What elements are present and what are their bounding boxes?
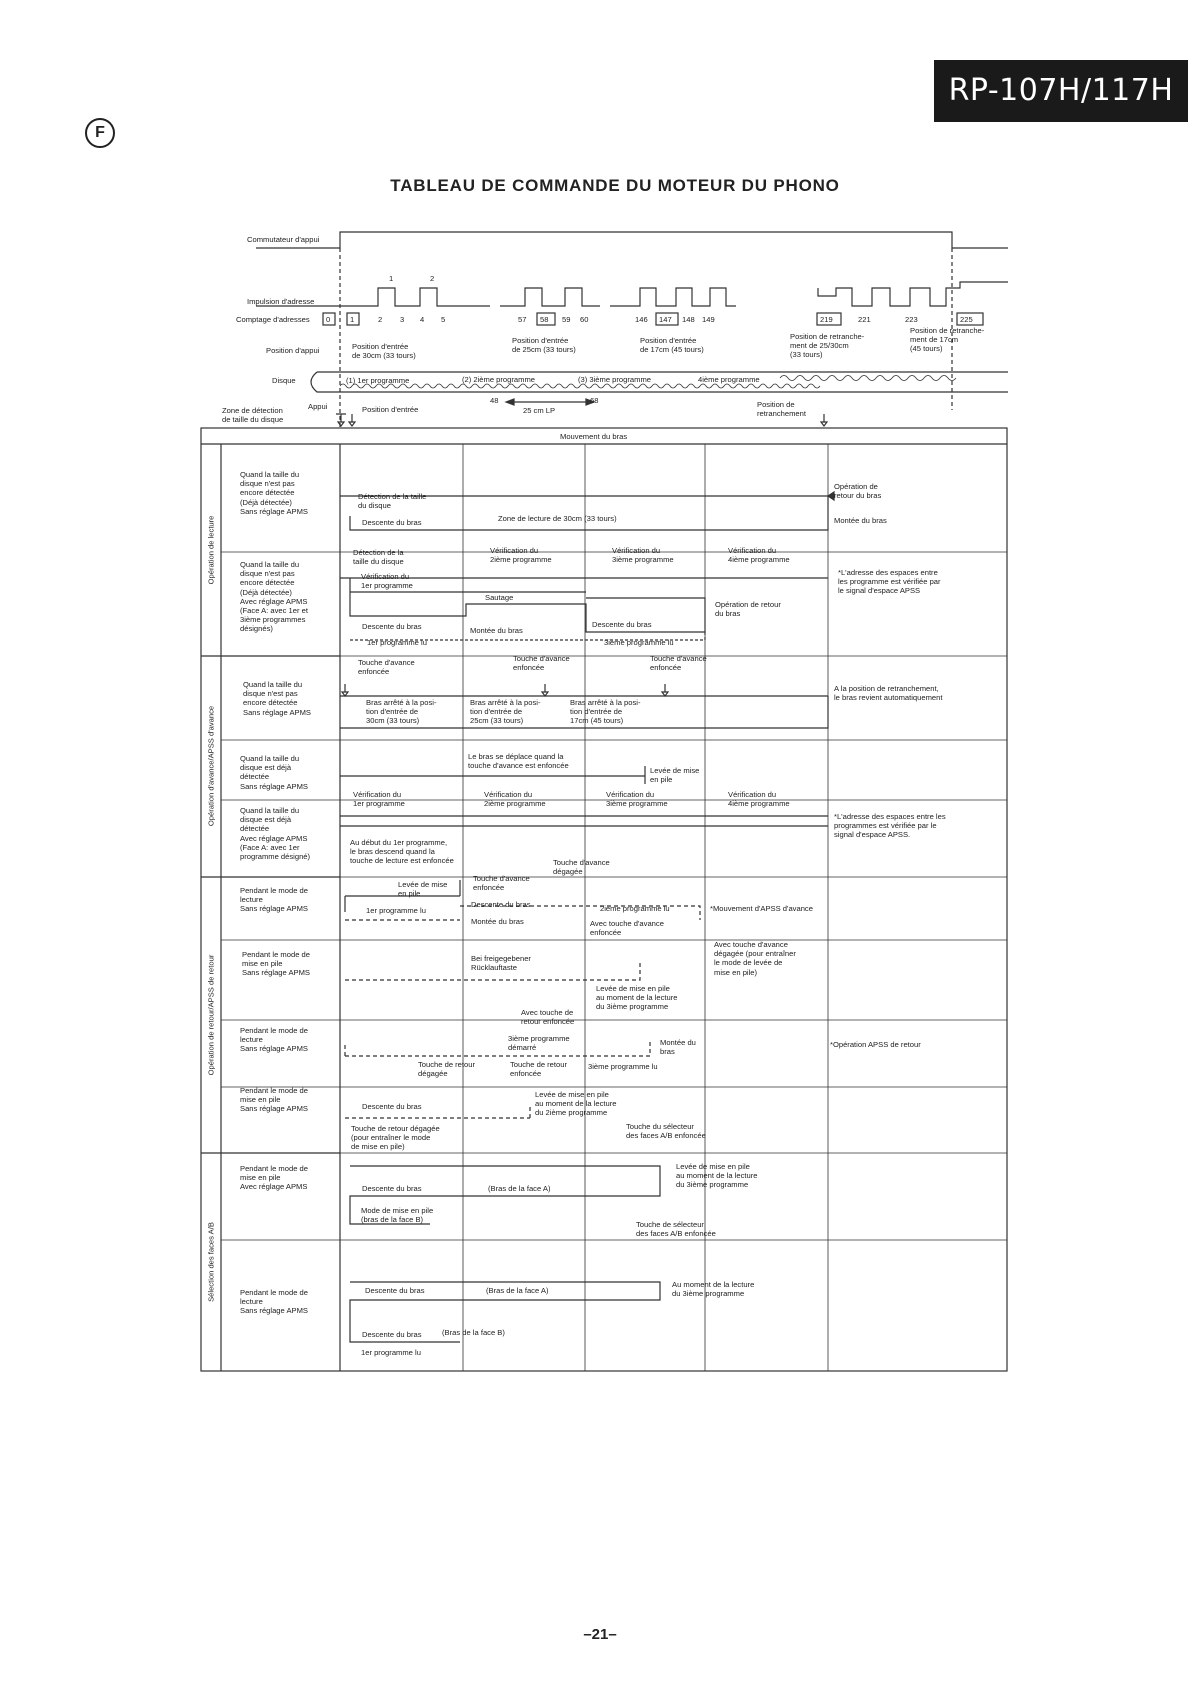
note: Levée de mise en pile au moment de la lecture du 3ième programme [596, 984, 678, 1012]
note: 3ième programme lu [588, 1062, 658, 1071]
note: Opération de retour du bras [834, 482, 882, 501]
entry-position-label: Position d'entrée [362, 405, 419, 414]
page-number: –21– [583, 1626, 617, 1643]
r5-arm-path [340, 816, 828, 826]
position-label: Position d'appui [266, 346, 320, 355]
note: Vérification du 4ième programme [728, 790, 790, 809]
row-label: Quand la taille du disque n'est pas encore détectée (Déjà détectée) Sans réglage APMS [240, 470, 308, 516]
pulse-label: Impulsion d'adresse [247, 297, 315, 306]
note: Touche d'avance enfoncée [650, 654, 707, 673]
note: Montée du bras [660, 1038, 696, 1057]
cut-arrow [821, 414, 827, 426]
note: *Mouvement d'APSS d'avance [710, 904, 813, 913]
disc-groove [340, 384, 820, 388]
note: (Bras de la face A) [486, 1286, 549, 1295]
row-label: Quand la taille du disque n'est pas encore détectée Sans réglage APMS [243, 680, 311, 717]
note: Vérification du 3ième programme [606, 790, 668, 809]
row-label: Quand la taille du disque est déjà détectée Avec réglage APMS (Face A: avec 1er programme désigné) [240, 806, 311, 862]
note: Mode de mise en pile (bras de la face B) [361, 1206, 434, 1225]
count-value: 149 [702, 315, 715, 324]
note: Touche de sélecteur des faces A/B enfoncée [636, 1220, 716, 1239]
document-title: TABLEAU DE COMMANDE DU MOTEUR DU PHONO [390, 176, 840, 195]
note: Bras arrêté à la posi- tion d'entrée de 30cm (33 tours) [366, 698, 437, 726]
r3-press-arrows [342, 684, 668, 696]
note: (Bras de la face A) [488, 1184, 551, 1193]
lp-end: 68 [590, 396, 599, 405]
position-25cm: Position d'entrée de 25cm (33 tours) [512, 336, 576, 355]
note: *L'adresse des espaces entre les programmes est vérifiée par le signal d'espace APSS. [834, 812, 946, 840]
row-label: Pendant le mode de lecture Sans réglage APMS [240, 1288, 308, 1316]
row-label: Pendant le mode de lecture Sans réglage APMS [240, 886, 308, 914]
note: Levée de mise en pile au moment de la lecture du 3ième programme [676, 1162, 758, 1190]
note: Montée du bras [834, 516, 887, 525]
row-dividers [221, 552, 1007, 1240]
appui-arrows [336, 414, 355, 426]
note: Descente du bras [362, 1102, 422, 1111]
note: Vérification du 1er programme [361, 572, 413, 591]
note: Vérification du 1er programme [353, 790, 405, 809]
appui-label: Appui [308, 402, 328, 411]
cut-position-25-30cm: Position de retranche- ment de 25/30cm (33 tours) [790, 332, 865, 360]
note: *L'adresse des espaces entre les programme est vérifiée par le signal d'espace APSS [838, 568, 941, 596]
section-face-select: Sélection des faces A/B [206, 1222, 216, 1302]
note: Vérification du 3ième programme [612, 546, 674, 565]
note: Touche d'avance enfoncée [358, 658, 415, 677]
count-value: 1 [350, 315, 355, 324]
count-value: 0 [326, 315, 331, 324]
note: Opération de retour du bras [715, 600, 781, 619]
table-header: Mouvement du bras [560, 432, 628, 441]
count-value: 219 [820, 315, 833, 324]
count-value: 5 [441, 315, 446, 324]
note: Touche de retour enfoncée [510, 1060, 567, 1079]
pulse-number: 2 [430, 274, 435, 283]
count-value: 221 [858, 315, 871, 324]
count-value: 58 [540, 315, 549, 324]
section-forward: Opération d'avance/APSS d'avance [206, 705, 216, 827]
count-value: 57 [518, 315, 527, 324]
programme-1: (1) 1er programme [346, 376, 410, 385]
note: Sautage [485, 593, 514, 602]
language-mark: F [85, 118, 115, 148]
programme-2: (2) 2ième programme [462, 375, 536, 384]
count-value: 225 [960, 315, 973, 324]
note: Touche de retour dégagée [418, 1060, 475, 1079]
count-value: 60 [580, 315, 589, 324]
count-value: 148 [682, 315, 695, 324]
disc-label: Disque [272, 376, 296, 385]
address-pulse-signal [256, 282, 1008, 306]
note: Touche d'avance dégagée [553, 858, 610, 877]
lp-label: 25 cm LP [523, 406, 556, 415]
row-label: Pendant le mode de mise en pile Sans réglage APMS [242, 950, 310, 978]
count-value: 3 [400, 315, 405, 324]
programme-4: 4ième programme [698, 375, 760, 384]
note: Bras arrêté à la posi- tion d'entrée de 17cm (45 tours) [570, 698, 641, 726]
note: Avec touche d'avance dégagée (pour entraîner le mode de levée de mise en pile) [714, 940, 796, 977]
note: A la position de retranchement, le bras revient automatiquement [834, 684, 943, 703]
count-value: 223 [905, 315, 918, 324]
note: Descente du bras [362, 518, 422, 527]
count-value: 2 [378, 315, 383, 324]
note: (Bras de la face B) [442, 1328, 505, 1337]
programme-3: (3) 3ième programme [578, 375, 652, 384]
r8-dashed-path [345, 1040, 650, 1056]
note: Touche de retour dégagée (pour entraîner le mode de mise en pile) [351, 1124, 440, 1152]
note: Le bras se déplace quand la touche d'avance est enfoncée [468, 752, 569, 771]
note: Avec touche de retour enfoncée [521, 1008, 575, 1027]
note: Vérification du 4ième programme [728, 546, 790, 565]
count-value: 4 [420, 315, 425, 324]
row-label: Quand la taille du disque n'est pas encore détectée (Déjà détectée) Avec réglage APMS (Face A: avec 1er et 3ième programmes désignés) [240, 560, 308, 634]
switch-signal [256, 232, 1008, 248]
note: Au début du 1er programme, le bras descend quand la touche de lecture est enfoncée [350, 838, 454, 866]
note: Touche d'avance enfoncée [513, 654, 570, 673]
note: Vérification du 2ième programme [484, 790, 546, 809]
note: Au moment de la lecture du 3ième programme [672, 1280, 755, 1299]
disc-outline [311, 372, 1008, 392]
note: Montée du bras [470, 626, 523, 635]
count-value: 59 [562, 315, 571, 324]
note: 3ième programme lu [604, 638, 674, 647]
note: Avec touche d'avance enfoncée [590, 919, 664, 938]
section-return: Opération de retour/APSS de retour [206, 954, 216, 1076]
note: Descente du bras [471, 900, 531, 909]
note: Touche d'avance enfoncée [473, 874, 530, 893]
row-label: Pendant le mode de mise en pile Sans réglage APMS [240, 1086, 308, 1114]
note: Descente du bras [362, 1184, 422, 1193]
disc-lead-out-groove [780, 376, 956, 381]
note: 3ième programme démarré [508, 1034, 570, 1053]
note: 1er programme lu [361, 1348, 421, 1357]
count-value: 147 [659, 315, 672, 324]
note: Descente du bras [362, 1330, 422, 1339]
note: Bras arrêté à la posi- tion d'entrée de 25cm (33 tours) [470, 698, 541, 726]
zone-label: Zone de détection de taille du disque [222, 406, 284, 425]
note: *Opération APSS de retour [830, 1040, 921, 1049]
note: Descente du bras [592, 620, 652, 629]
position-17cm: Position d'entrée de 17cm (45 tours) [640, 336, 704, 355]
count-value: 146 [635, 315, 648, 324]
note: 2ième programme lu [600, 904, 670, 913]
section-reading: Opération de lecture [206, 515, 216, 585]
note: Montée du bras [471, 917, 524, 926]
note: Bei freigegebener Rücklauftaste [471, 954, 531, 973]
note: Détection de la taille du disque [353, 548, 404, 567]
row-label: Pendant le mode de mise en pile Avec réglage APMS [240, 1164, 308, 1192]
note: 1er programme lu [367, 638, 427, 647]
row-label: Quand la taille du disque est déjà détectée Sans réglage APMS [240, 754, 308, 791]
note: Vérification du 2ième programme [490, 546, 552, 565]
note: Levée de mise en pile [650, 766, 700, 785]
note: Descente du bras [362, 622, 422, 631]
model-badge: RP-107H/117H [934, 60, 1188, 122]
row-label: Pendant le mode de lecture Sans réglage APMS [240, 1026, 308, 1054]
position-30cm: Position d'entrée de 30cm (33 tours) [352, 342, 416, 361]
switch-label: Commutateur d'appui [247, 235, 320, 244]
note: Zone de lecture de 30cm (33 tours) [498, 514, 617, 523]
note: Descente du bras [365, 1286, 425, 1295]
cut-position-label: Position de retranchement [757, 400, 806, 419]
note: Levée de mise en pile [398, 880, 448, 899]
note: 1er programme lu [366, 906, 426, 915]
count-label: Comptage d'adresses [236, 315, 310, 324]
pulse-number: 1 [389, 274, 394, 283]
lp-start: 48 [490, 396, 499, 405]
note: Levée de mise en pile au moment de la lecture du 2ième programme [535, 1090, 617, 1118]
note: Touche du sélecteur des faces A/B enfoncée [626, 1122, 706, 1141]
note: Détection de la taille du disque [358, 492, 427, 511]
cut-position-17cm: Position de retranche- ment de 17cm (45 tours) [910, 326, 985, 354]
